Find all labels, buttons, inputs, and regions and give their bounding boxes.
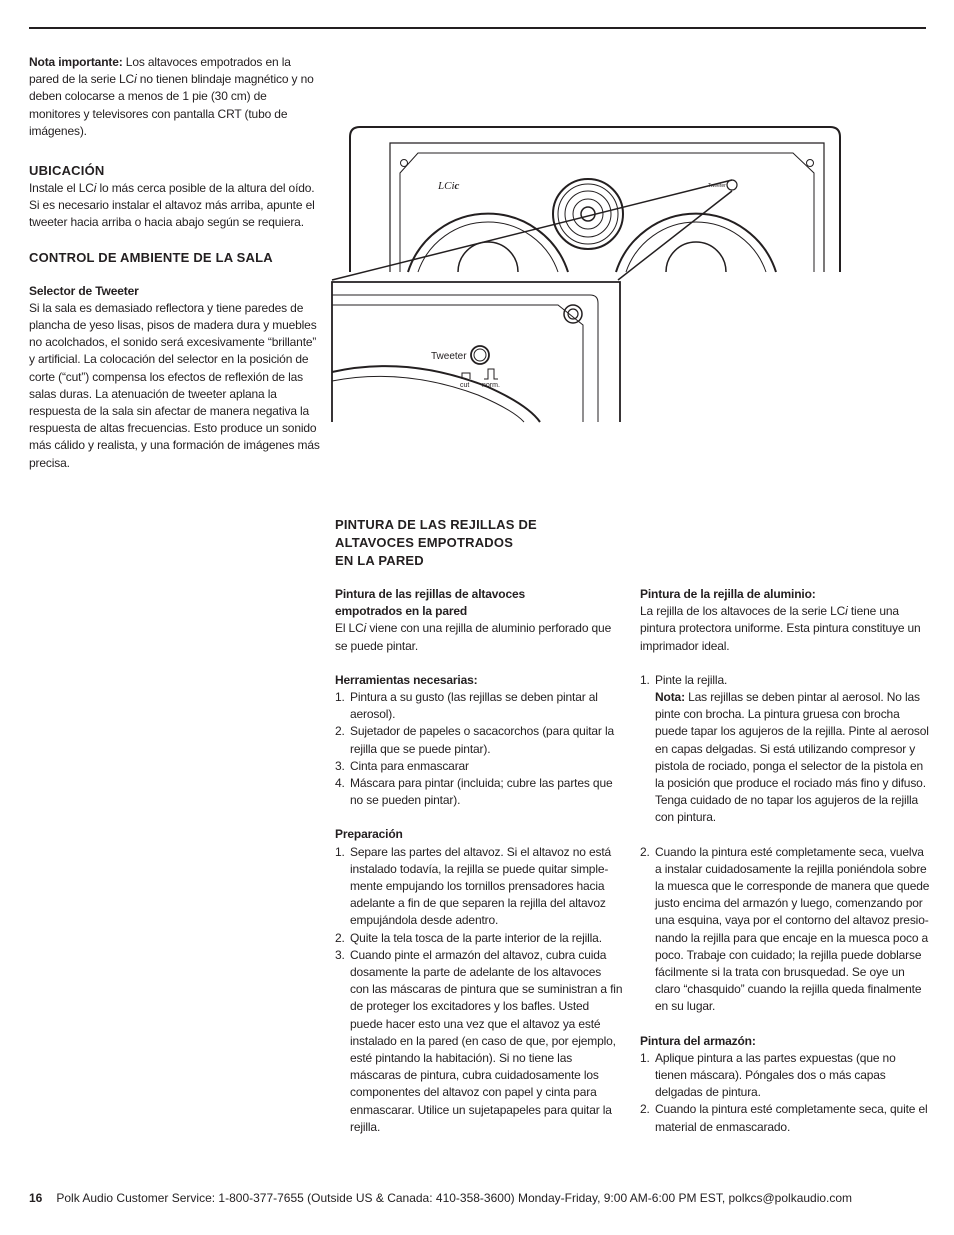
list-item: 3. Cinta para enmascarar xyxy=(335,758,469,773)
list-item: 2. Sujetador de papeles o sacacorchos (para quitar la rejilla que se puede pintar). xyxy=(335,724,615,756)
list-item: 2. Quite la tela tosca de la parte interior de la rejilla. xyxy=(335,930,602,945)
list-item: 3. Cuando pinte el armazón del altavoz, cubra cuida dosamente la parte de adelante de los altavoces con las máscaras de pintura que se suministran a fin de proteger los excitadores y los bafles. Usted puede hacer esto una vez que el altavoz ya esté instalado en la pared (en caso de que, por ejemplo, esté pintando la habitación). Si no tiene las máscaras de pintura, cubra cuidadosamente los componentes del altavoz con papel y cinta para enmascarar. Utilice un sujetapapeles para quitar la rejilla. xyxy=(335,947,623,1134)
aluminum-heading: Pintura de la rejilla de aluminio: xyxy=(640,587,816,601)
tools-list xyxy=(335,689,623,809)
frame-text: Cuando la pintura esté completamente seca, quite el material de enmascarado. xyxy=(655,1102,928,1134)
placement-text-1: Instale el LC xyxy=(29,181,94,196)
left-column xyxy=(29,54,321,472)
prep-text: Separe las partes del altavoz. Si el altavoz no está instalado todavía, la rejilla se puede quitar simple-mente empujando los tornillos prensadores hacia adelante a fin de que separen la rejilla del altavoz empujándola desde adentro. xyxy=(350,844,612,928)
step-2-text: Cuando la pintura esté completamente seca, vuelva a instalar cuidadosamente la rejilla poniéndola sobre la muesca que le corresponde de manera que quede justo encima del armazón y luego, comenzando por una esquina, vaya por el contorno del altavoz presio-nando la rejilla para que encaje en la muesca poco a poco. Trabaje con cuidado; la rejilla puede doblarse fácilmente si la trata con brusquedad. Se oye un claro “chasquido” cuando la rejilla queda finalmente en su lugar. xyxy=(655,844,930,1014)
inset-cut-label: cut xyxy=(460,382,470,389)
inset-tweeter-label: Tweeter xyxy=(431,351,467,362)
intro-text-1: El LC xyxy=(335,621,364,636)
important-text-1: Los altavoces empotrados en la pared de la serie LC xyxy=(29,55,291,87)
aluminum-body xyxy=(640,603,930,655)
tool-text: Máscara para pintar (incluida; cubre las partes que no se pueden pintar). xyxy=(350,776,613,808)
important-note xyxy=(29,54,321,140)
step-1-note: Las rejillas se deben pintar al aerosol. No las pinte con brocha. La pintura gruesa con brocha puede tapar los agujeros de la rejilla. Pinte al aerosol en capas delgadas. Si está utilizando compresor y pistola de rociado, ponga el selector de la pistola en la posición que produce el rociado más fino y difuso. Tenga cuidado de no tapar los agujeros de la rejilla con pintura. xyxy=(655,690,929,825)
list-item: 1. Pinte la rejilla. Nota: Las rejillas se deben pintar al aerosol. No las pinte con brocha. La pintura gruesa con brocha puede tapar los agujeros de la rejilla. Pinte al aerosol en capas delgadas. Si está utilizando compresor y pistola de rociado, ponga el selector de la pistola en la posición que produce el rociado más fino y difuso. Tenga cuidado de no tapar los agujeros de la rejilla con pintura. xyxy=(640,672,929,825)
list-item: 4. Máscara para pintar (incluida; cubre las partes que no se pueden pintar). xyxy=(335,776,613,808)
step-1-text: Pinte la rejilla. xyxy=(655,672,728,687)
list-item: 1. Pintura a su gusto (las rejillas se deben pintar al aerosol). xyxy=(335,690,598,722)
frame-list xyxy=(640,1050,930,1136)
list-item: 1. Separe las partes del altavoz. Si el altavoz no está instalado todavía, la rejilla se puede quitar simple-mente empujando los tornillos prensadores hacia adelante a fin de que separen la rejilla del altavoz empujándola desde adentro. xyxy=(335,844,612,928)
aluminum-italic: i xyxy=(845,604,848,619)
intro-heading-line-1: Pintura de las rejillas de altavoces xyxy=(335,587,526,601)
prep-text: Quite la tela tosca de la parte interior de la rejilla. xyxy=(350,930,602,945)
intro-body xyxy=(335,620,623,654)
footer-contact: Polk Audio Customer Service: 1-800-377-7655 (Outside US & Canada: 410-358-3600) Monday-Friday, 9:00 AM-6:00 PM EST, polkcs@polkaudio.com xyxy=(56,1191,853,1205)
list-item: 1. Aplique pintura a las partes expuestas (que no tienen máscara). Póngales dos o más capas delgadas de pintura. xyxy=(640,1050,896,1100)
placement-body xyxy=(29,180,321,232)
list-item: 2. Cuando la pintura esté completamente seca, vuelva a instalar cuidadosamente la rejilla poniéndola sobre la muesca que le corresponde de manera que quede justo encima del armazón y luego, comenzando por una esquina, vaya por el contorno del altavoz presio-nando la rejilla para que encaje en la muesca poco a poco. Trabaje con cuidado; la rejilla puede doblarse fácilmente si la trata con brusquedad. Se oye un claro “chasquido” cuando la rejilla queda finalmente en su lugar. xyxy=(640,844,930,1014)
list-item: 2. Cuando la pintura esté completamente seca, quite el material de enmascarado. xyxy=(640,1102,928,1134)
tool-text: Cinta para enmascarar xyxy=(350,758,469,773)
important-label: Nota importante: xyxy=(29,55,123,69)
prep-heading: Preparación xyxy=(335,827,403,842)
intro-text-2: viene con una rejilla de aluminio perforado que se puede pintar. xyxy=(335,621,612,653)
painting-column-left xyxy=(335,516,623,1136)
speaker-illustration xyxy=(328,125,844,425)
top-rule xyxy=(29,27,926,29)
intro-heading-line-2: empotrados en la pared xyxy=(335,604,468,619)
page-footer xyxy=(29,1191,852,1205)
important-text-2: no tienen blindaje magnético y no deben colocarse a menos de 1 pie (30 cm) de monitores y televisores con pantalla CRT (tubo de imágenes). xyxy=(29,72,314,138)
tweeter-selector-subheading: Selector de Tweeter xyxy=(29,283,139,298)
small-tweeter-label: Tweeter xyxy=(708,183,726,189)
placement-italic: i xyxy=(93,181,97,196)
tools-heading: Herramientas necesarias: xyxy=(335,672,478,687)
intro-italic: i xyxy=(363,621,367,636)
prep-text: Cuando pinte el armazón del altavoz, cubra cuida dosamente la parte de adelante de los altavoces con las máscaras de pintura que se suministran a fin de proteger los excitadores y los bafles. Usted puede hacer esto una vez que el altavoz ya esté instalado en la pared (en caso de que, por ejemplo, esté pintando la habitación). Si no tiene las máscaras de pintura, cubra cuidadosamente los componentes del altavoz con papel y cinta para enmascarar. Utilice un sujetapapeles para quitar la rejilla. xyxy=(350,947,623,1134)
painting-column-right xyxy=(640,586,930,1136)
painting-heading-line-2: ALTAVOCES EMPOTRADOS xyxy=(335,535,514,550)
page-number: 16 xyxy=(29,1191,43,1205)
aluminum-text-2: tiene una pintura protectora uniforme. Esta pintura constituye un imprimador ideal. xyxy=(640,604,921,653)
aluminum-text-1: La rejilla de los altavoces de la serie LC xyxy=(640,604,846,619)
tool-text: Sujetador de papeles o sacacorchos (para quitar la rejilla que se puede pintar). xyxy=(350,724,615,756)
prep-list xyxy=(335,844,623,1136)
frame-text: Aplique pintura a las partes expuestas (que no tienen máscara). Póngales dos o más capas delgadas de pintura. xyxy=(655,1050,896,1100)
painting-heading-line-1: PINTURA DE LAS REJILLAS DE xyxy=(335,517,537,532)
placement-heading: UBICACIÓN xyxy=(29,163,105,179)
placement-text-2: lo más cerca posible de la altura del oído. Si es necesario instalar el altavoz más arriba, apunte el tweeter hacia arriba o hacia abajo según se requiera. xyxy=(29,181,315,230)
inset-norm-label: norm. xyxy=(482,382,500,389)
logo-text: LCic xyxy=(438,180,460,192)
room-control-heading: CONTROL DE AMBIENTE DE LA SALA xyxy=(29,249,273,265)
room-control-body: Si la sala es demasiado reflectora y tiene paredes de plancha de yeso lisas, pisos de madera dura y muebles no acolchados, el sonido será excesivamente “brillante” y artificial. La colocación del selector en la posición de corte (“cut”) compensa los efectos de reflexión de las salas duras. La atenuación de tweeter aplana la respuesta de la sala sin afectar de manera negativa la respuesta de altas frecuencias. Esto produce un sonido más cálido y realista, y una formación de imágenes más precisa. xyxy=(29,300,320,470)
important-italic: i xyxy=(134,72,137,87)
step-1-note-label: Nota: xyxy=(655,690,685,705)
frame-heading: Pintura del armazón: xyxy=(640,1033,756,1048)
tool-text: Pintura a su gusto (las rejillas se deben pintar al aerosol). xyxy=(350,690,598,722)
painting-heading-line-3: EN LA PARED xyxy=(335,553,424,568)
aluminum-steps xyxy=(640,672,930,1016)
